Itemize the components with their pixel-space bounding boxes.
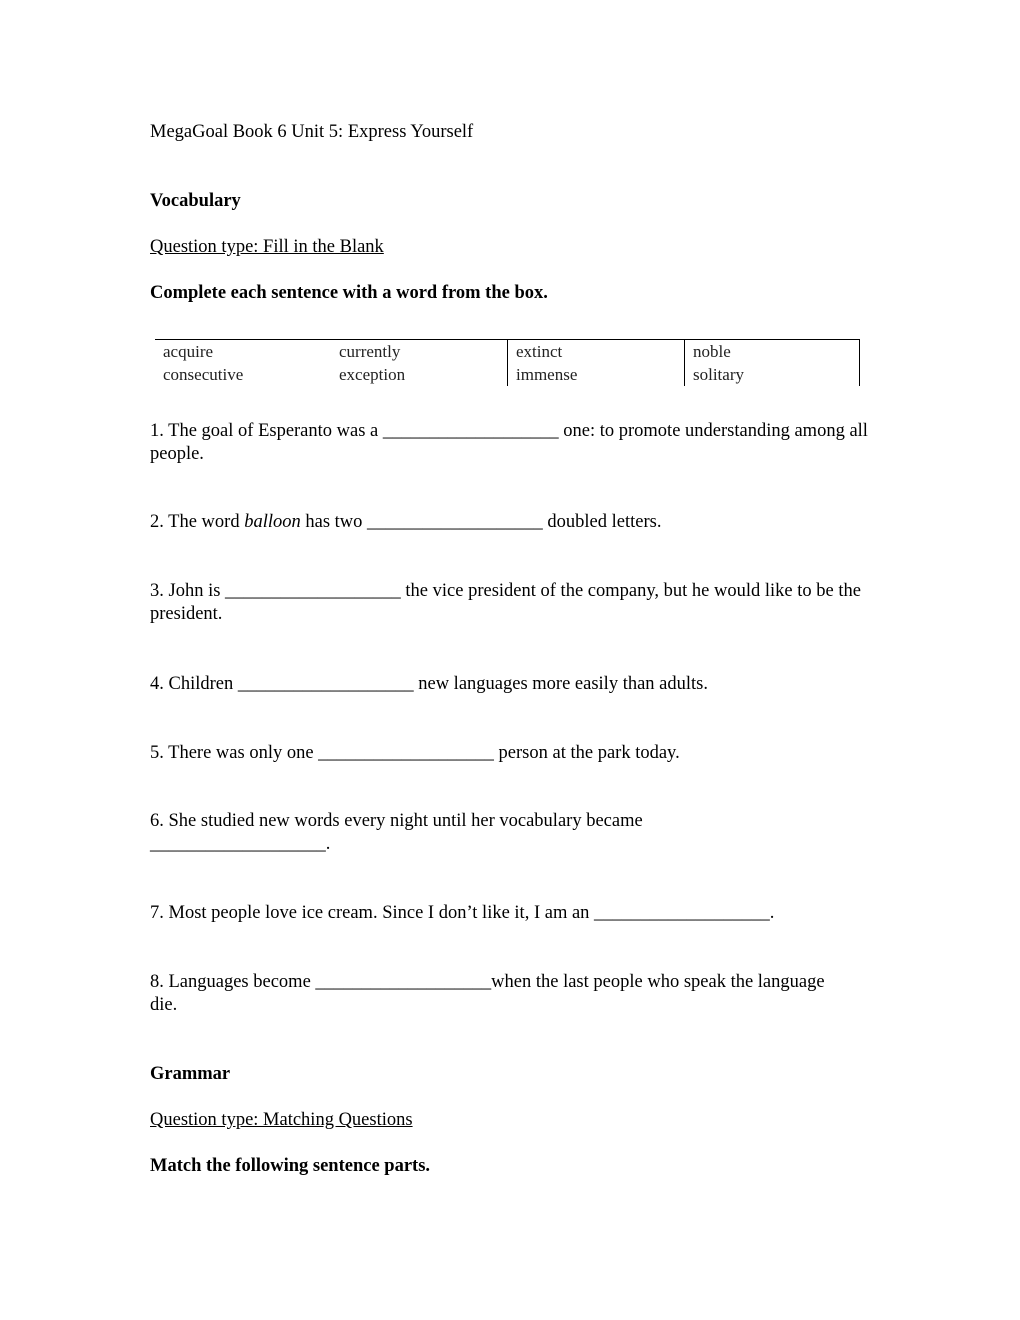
question-6: 6. She studied new words every night until her vocabulary became ___________________. [150, 811, 643, 854]
question-italic-word: balloon [244, 512, 301, 532]
grammar-heading: Grammar [150, 1064, 231, 1084]
word-box [155, 339, 860, 386]
word-box-column [155, 340, 331, 386]
word: exception [339, 365, 406, 384]
word: extinct [516, 342, 563, 361]
word: solitary [693, 365, 744, 384]
word-box-column [684, 340, 860, 386]
word-box-column [331, 340, 507, 386]
word: noble [693, 342, 731, 361]
question-5: 5. There was only one ___________________ person at the park today. [150, 743, 680, 763]
grammar-question-type: Question type: Matching Questions [150, 1110, 413, 1130]
word: currently [339, 342, 401, 361]
document-title: MegaGoal Book 6 Unit 5: Express Yourself [150, 122, 474, 142]
question-8: 8. Languages become ___________________when the last people who speak the language die. [150, 972, 825, 1015]
question-7: 7. Most people love ice cream. Since I don’t like it, I am an ___________________. [150, 903, 775, 923]
vocabulary-instruction: Complete each sentence with a word from the box. [150, 283, 548, 303]
word: acquire [163, 342, 214, 361]
word: consecutive [163, 365, 244, 384]
question-text: has two ___________________ doubled letters. [300, 512, 662, 532]
question-2 [150, 511, 870, 534]
word: immense [516, 365, 578, 384]
question-text: 2. The word [150, 512, 245, 532]
word-box-column [507, 340, 684, 386]
question-1: 1. The goal of Esperanto was a ___________________ one: to promote understanding among all people. [150, 421, 868, 464]
grammar-instruction: Match the following sentence parts. [150, 1156, 431, 1176]
vocabulary-heading: Vocabulary [150, 191, 241, 211]
question-3: 3. John is ___________________ the vice president of the company, but he would like to be the president. [150, 581, 861, 624]
vocabulary-question-type: Question type: Fill in the Blank [150, 237, 384, 257]
question-4: 4. Children ___________________ new languages more easily than adults. [150, 674, 708, 694]
